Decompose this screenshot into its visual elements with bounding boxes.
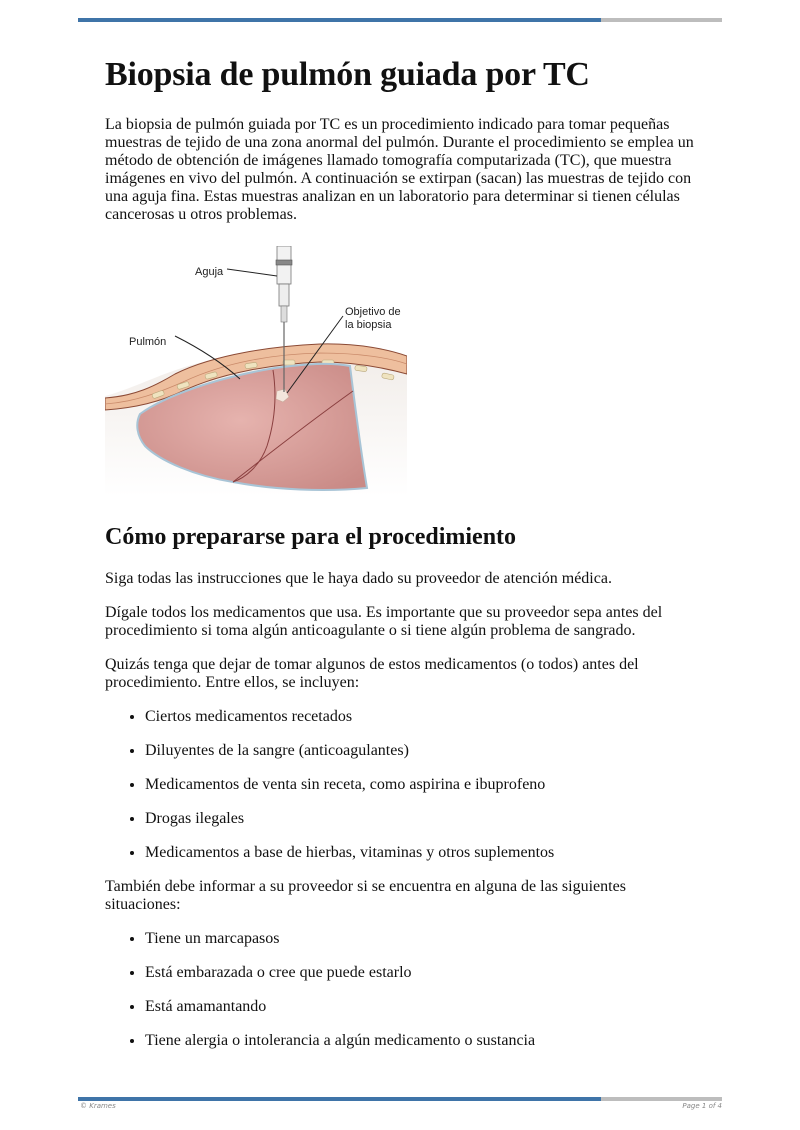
situations-list	[105, 930, 705, 1050]
list-item: • Medicamentos de venta sin receta, como aspirina e ibuprofeno	[145, 776, 705, 794]
footer-bar-accent	[78, 1097, 601, 1101]
label-needle: Aguja	[195, 266, 224, 278]
list-item: • Diluyentes de la sangre (anticoagulantes)	[145, 742, 705, 760]
lung-biopsy-illustration	[105, 246, 407, 496]
label-lung: Pulmón	[129, 336, 167, 348]
copyright-text: © Krames	[80, 1102, 116, 1110]
list-item: • Está embarazada o cree que puede estarlo	[145, 964, 705, 982]
paragraph-stop-medications: Quizás tenga que dejar de tomar algunos de estos medicamentos (o todos) antes del procedimiento. Entre ellos, se incluyen:	[105, 656, 639, 691]
list-item: • Tiene un marcapasos	[145, 930, 705, 948]
section-heading-preparation: Cómo prepararse para el procedimiento	[105, 524, 517, 550]
label-biopsy-target-1: Objetivo de	[345, 306, 401, 318]
header-bar-accent	[78, 18, 601, 22]
list-item: • Ciertos medicamentos recetados	[145, 708, 705, 726]
paragraph-instructions: Siga todas las instrucciones que le haya dado su proveedor de atención médica.	[105, 570, 612, 587]
list-item: • Medicamentos a base de hierbas, vitaminas y otros suplementos	[145, 844, 705, 862]
label-biopsy-target-2: la biopsia	[345, 319, 392, 331]
header-divider-bar	[78, 18, 722, 22]
header-bar-rest	[601, 18, 722, 22]
list-item: • Tiene alergia o intolerancia a algún medicamento o sustancia	[145, 1032, 705, 1050]
document-body	[105, 54, 705, 1066]
list-item: • Drogas ilegales	[145, 810, 705, 828]
page-number: Page 1 of 4	[682, 1102, 722, 1110]
paragraph-medications: Dígale todos los medicamentos que usa. Es importante que su proveedor sepa antes del procedimiento si toma algún anticoagulante o si tiene algún problema de sangrado.	[105, 604, 663, 639]
page-footer	[80, 1102, 722, 1110]
medication-list	[105, 708, 705, 862]
paragraph-situations: También debe informar a su proveedor si se encuentra en alguna de las siguientes situaciones:	[105, 878, 626, 913]
page-title: Biopsia de pulmón guiada por TC	[105, 56, 590, 93]
footer-divider-bar	[78, 1097, 722, 1101]
list-item: • Está amamantando	[145, 998, 705, 1016]
footer-bar-rest	[601, 1097, 722, 1101]
intro-paragraph: La biopsia de pulmón guiada por TC es un procedimiento indicado para tomar pequeñas muestras de tejido de una zona anormal del pulmón. Durante el procedimiento se emplea un método de obtención de imágenes llamado tomografía computarizada (TC), que muestra imágenes en vivo del pulmón. A continuación se extirpan (sacan) las muestras de tejido con una aguja fina. Estas muestras analizan en un laboratorio para determinar si tienen células cancerosas u otros problemas.	[105, 116, 694, 223]
